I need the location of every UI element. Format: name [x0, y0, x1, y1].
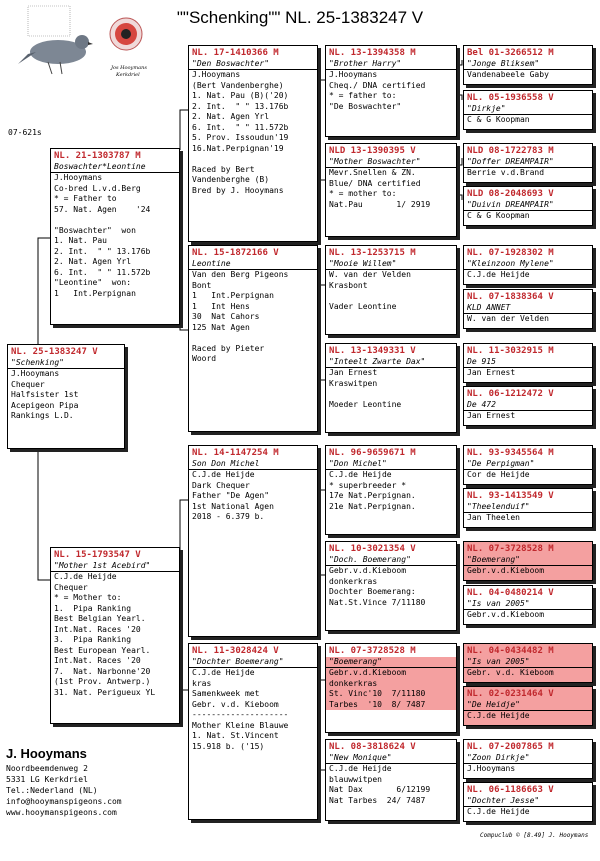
pigeon-name: "Doffer DREAMPAIR"	[464, 157, 592, 169]
info-line: C.J.de Heijde	[54, 572, 117, 581]
info-line: Dark Chequer	[192, 480, 250, 490]
info-line: (1st Prov. Antwerp.)	[54, 677, 151, 686]
ring-number: NL. 96-9659671 M	[329, 448, 416, 458]
info-line: Halfsister 1st	[11, 390, 79, 399]
info-line: Bont	[192, 280, 212, 290]
info-line: Samenkweek met	[192, 689, 260, 698]
info-line	[326, 389, 456, 400]
dam-dam-card	[188, 643, 318, 820]
info-line: Nat.Pau 1/ 2919	[329, 199, 431, 209]
info-line: * = father to:	[329, 91, 397, 100]
info-line: 1 Int Hens	[192, 301, 250, 311]
info-line: donkerkras	[326, 679, 456, 690]
ring-number: NL. 07-3728528 M	[329, 646, 416, 656]
breeder-name: J. Hooymans	[6, 746, 87, 761]
info-line: W. van der Velden	[467, 314, 549, 323]
pigeon-name: "Mooie Willem"	[326, 259, 456, 271]
ring-number: NL. 04-0480214 V	[467, 588, 554, 598]
info-line: 1 Int.Perpignan	[192, 291, 274, 300]
ring-number: NLD 08-2048693 V	[467, 189, 554, 199]
pigeon-name: "Is van 2005"	[464, 599, 592, 611]
ring-number: NL. 13-1394358 M	[329, 48, 416, 58]
info-line	[189, 333, 317, 344]
info-line: Van den Berg Pigeons	[192, 270, 289, 279]
info-line: Gebr. v.d. Kieboom	[467, 668, 554, 677]
great-grandparent-card	[325, 245, 457, 335]
info-line: J.Hooymans	[192, 70, 241, 79]
dam-card	[50, 547, 180, 724]
sire-dam-card	[188, 245, 318, 432]
info-line: Rankings L.D.	[11, 411, 74, 420]
pigeon-name: "Theelenduif"	[464, 502, 592, 514]
ancestor-card	[463, 343, 593, 383]
email-link[interactable]: info@hooymanspigeons.com	[6, 797, 122, 806]
ring-number: NL. 10-3021354 V	[329, 544, 416, 554]
info-line: 21e Nat.Perpignan.	[329, 501, 416, 511]
info-line: Gebr.v.d.Kieboom	[467, 610, 545, 619]
info-line: C.J.de Heijde	[329, 470, 392, 479]
info-line: Jan Ernest	[467, 411, 516, 420]
pigeon-name: Son Don Michel	[189, 459, 317, 471]
ring-number: NL. 02-0231464 V	[467, 689, 554, 699]
ancestor-card	[463, 445, 593, 485]
pigeon-name: Boswachter*Leontine	[51, 162, 179, 174]
info-line: Jan Ernest	[329, 368, 378, 377]
info-line: Chequer	[54, 582, 88, 592]
info-line: (Bert Vandenberghe)	[192, 80, 284, 90]
info-line: Father "De Agen"	[192, 491, 270, 500]
ring-number: NL. 93-1413549 V	[467, 491, 554, 501]
info-line: 7. Nat. Narbonne'20	[54, 666, 151, 676]
ancestor-card	[463, 488, 593, 528]
info-line: Best European Yearl.	[54, 645, 151, 655]
ring-number: NL. 11-3032915 M	[467, 346, 554, 356]
info-line: 15.918 b. ('15)	[192, 741, 265, 751]
pigeon-name: "Jonge Bliksem"	[464, 59, 592, 71]
info-line: C.J.de Heijde	[192, 668, 255, 677]
ancestor-card	[463, 45, 593, 85]
info-line: 2. Int. " " 13.176b	[192, 101, 289, 111]
pigeon-name: "Don Michel"	[326, 459, 456, 471]
pigeon-name: "Mother 1st Acebird"	[51, 561, 179, 573]
ancestor-card	[463, 541, 593, 581]
info-line: 17e Nat.Perpignan.	[329, 491, 416, 500]
info-line: Cheq./ DNA certified	[329, 80, 426, 90]
info-line: 57. Nat. Agen '24	[54, 204, 151, 214]
software-credit: Compuclub © [8.49] J. Hooymans	[480, 832, 589, 839]
ring-number: NL. 07-1838364 V	[467, 292, 554, 302]
info-line: Nat Tarbes 24/ 7487	[329, 795, 426, 805]
pigeon-name: "Is van 2005"	[464, 657, 592, 669]
info-line: 16.Nat.Perpignan'19	[192, 143, 284, 153]
info-line: 6. Int. " " 11.572b	[54, 267, 151, 277]
dam-sire-card	[188, 445, 318, 637]
info-line: Chequer	[11, 379, 45, 389]
ring-number: NL. 07-1928302 M	[467, 248, 554, 258]
ring-number: NL. 04-0434482 M	[467, 646, 554, 656]
info-line: J.Hooymans	[329, 70, 378, 79]
info-line: Raced by Pieter	[192, 343, 265, 353]
info-line: donkerkras	[329, 576, 378, 586]
info-line: C.J.de Heijde	[329, 764, 392, 773]
info-line: Blue/ DNA certified	[329, 178, 421, 188]
info-line: C.J.de Heijde	[192, 470, 255, 479]
info-line: Gebr.v.d.Kieboom	[326, 668, 456, 679]
ring-number: NL. 13-1253715 M	[329, 248, 416, 258]
pigeon-name: "Brother Harry"	[326, 59, 456, 71]
info-line: 125 Nat Agen	[192, 322, 250, 332]
info-line: 1. Nat. Pau (B)('20)	[192, 91, 289, 100]
ring-number: NL. 08-3818624 V	[329, 742, 416, 752]
info-line	[189, 154, 317, 165]
ancestor-card	[463, 386, 593, 426]
ring-number: NL. 05-1936558 V	[467, 93, 554, 103]
ancestor-card	[463, 643, 593, 683]
info-line: Gebr.v.d.Kieboom	[329, 566, 407, 575]
subject-card	[7, 344, 125, 449]
ring-number: NLD 13-1390395 V	[329, 146, 416, 156]
info-line: 1. Pipa Ranking	[54, 603, 132, 613]
info-line: Gebr.v.d.Kieboom	[467, 566, 545, 575]
pigeon-name: "Dochter Boemerang"	[189, 657, 317, 669]
info-line: Cor de Heijde	[467, 470, 530, 479]
pigeon-name: "Duivin DREAMPAIR"	[464, 200, 592, 212]
ring-number: NLD 08-1722783 M	[467, 146, 554, 156]
pigeon-name: "De Perpigman"	[464, 459, 592, 471]
info-line: Best Belgian Yearl.	[54, 614, 146, 623]
info-line: W. van der Velden	[329, 270, 411, 279]
ring-number: NL. 07-3728528 M	[467, 544, 554, 554]
ancestor-card	[463, 143, 593, 183]
info-line: C.J.de Heijde	[467, 711, 530, 720]
info-line: Mother Kleine Blauwe	[192, 720, 289, 730]
info-line: Co-bred L.v.d.Berg	[54, 183, 141, 193]
pigeon-name: "De Heidje"	[464, 700, 592, 712]
ring-number: Bel 01-3266512 M	[467, 48, 554, 58]
info-line: "Leontine" won:	[54, 278, 132, 287]
info-line: 1st National Agen	[192, 501, 274, 511]
info-line: Mevr.Snellen & ZN.	[329, 168, 416, 177]
info-line: Jan Theelen	[467, 513, 520, 522]
ring-number: NL. 07-2007865 M	[467, 742, 554, 752]
ring-number: NL. 11-3028424 V	[192, 646, 279, 656]
info-line: Kraswitpen	[329, 378, 378, 388]
info-line: 3. Pipa Ranking	[54, 635, 132, 644]
info-line: * superbreeder *	[329, 480, 407, 490]
ancestor-card	[463, 782, 593, 822]
svg-text:Kerkdriel: Kerkdriel	[116, 72, 140, 78]
info-line: C & G Koopman	[467, 211, 530, 220]
address-line: 5331 LG Kerkdriel	[6, 775, 88, 784]
breeder-contact	[6, 745, 122, 818]
info-line: 2. Int. " " 13.176b	[54, 246, 151, 256]
info-line: Vandenabeele Gaby	[467, 70, 549, 79]
pigeon-name: "Inteelt Zwarte Dax"	[326, 357, 456, 369]
pigeon-name: "Dochter Jesse"	[464, 796, 592, 808]
great-grandparent-card	[325, 739, 457, 821]
pigeon-name: "Schenking"	[8, 358, 124, 370]
info-line: 2. Nat. Agen Yrl	[54, 257, 132, 266]
info-line: C & G Koopman	[467, 115, 530, 124]
phone-line: Tel.:Nederland (NL)	[6, 786, 98, 795]
great-grandparent-card	[325, 541, 457, 631]
ancestor-card	[463, 289, 593, 329]
ring-number: NL. 93-9345564 M	[467, 448, 554, 458]
info-line: C.J.de Heijde	[467, 807, 530, 816]
info-line: 31. Nat. Perigueux YL	[54, 687, 156, 697]
info-line: Tarbes '10 8/ 7487	[326, 700, 456, 711]
ring-number: NL. 06-1186663 V	[467, 785, 554, 795]
pigeon-name: Leontine	[189, 259, 317, 271]
info-line: Vandenberghe (B)	[192, 175, 270, 184]
pigeon-name: "Doch. Boemerang"	[326, 555, 456, 567]
address-line: Noordbeemdenweg 2	[6, 764, 88, 773]
ring-number: NL. 06-1212472 V	[467, 389, 554, 399]
info-line: J.Hooymans	[54, 173, 103, 182]
info-line: Jan Ernest	[467, 368, 516, 377]
info-line: Nat.St.Vince 7/11180	[329, 597, 426, 607]
pigeon-name: De 472	[464, 400, 592, 412]
pigeon-name: "Kleinzoon Mylene"	[464, 259, 592, 271]
info-line: * = Mother to:	[54, 593, 122, 602]
pigeon-name: "Zoon Dirkje"	[464, 753, 592, 765]
info-line: blauwwitpen	[329, 774, 382, 784]
info-line: Moeder Leontine	[329, 399, 402, 409]
ancestor-card	[463, 90, 593, 130]
info-line: Krasbont	[329, 280, 368, 290]
ring-number: NL. 15-1793547 V	[54, 550, 141, 560]
info-line: Gebr. v.d. Kieboom	[192, 699, 279, 709]
info-line: Berrie v.d.Brand	[467, 168, 545, 177]
info-line: 1 Int.Perpignan	[54, 288, 136, 298]
info-line: 2. Nat. Agen Yrl	[192, 112, 270, 121]
pigeon-name: "Mother Boswachter"	[326, 157, 456, 169]
info-line	[326, 291, 456, 302]
info-line: 2018 - 6.379 b.	[192, 512, 265, 521]
pigeon-name: De 915	[464, 357, 592, 369]
info-line: Dochter Boemerang:	[329, 587, 416, 596]
ring-number: NL. 13-1349331 V	[329, 346, 416, 356]
info-line: 30 Nat Cahors	[192, 312, 260, 321]
info-line	[51, 215, 179, 226]
info-line: "De Boswachter"	[329, 101, 402, 111]
ancestor-card	[463, 186, 593, 226]
info-line: Nat Dax 6/12199	[329, 785, 431, 794]
info-line: Vader Leontine	[329, 301, 397, 311]
info-line: kras	[192, 678, 212, 688]
pigeon-name: "New Monique"	[326, 753, 456, 765]
info-line: Int.Nat. Races '20	[54, 656, 141, 665]
info-line: C.J.de Heijde	[467, 270, 530, 279]
info-line: 5. Prov. Issoudun'19	[192, 133, 289, 142]
info-line: Acepigeon Pipa	[11, 400, 79, 410]
svg-text:Jos Hooymans: Jos Hooymans	[111, 65, 147, 71]
ancestor-card	[463, 585, 593, 625]
info-line: Int.Nat. Races '20	[54, 624, 141, 634]
great-grandparent-card	[325, 45, 457, 137]
ring-number: NL. 17-1410366 M	[192, 48, 279, 58]
great-grandparent-card	[325, 343, 457, 433]
great-grandparent-card	[325, 643, 457, 733]
website-link[interactable]: www.hooymanspigeons.com	[6, 808, 117, 817]
info-line: J.Hooymans	[467, 764, 516, 773]
ancestor-card	[463, 245, 593, 285]
info-line: Raced by Bert	[192, 164, 255, 174]
pigeon-name: KLD ANNET	[464, 303, 592, 315]
pigeon-name: "Den Boswachter"	[189, 59, 317, 71]
info-line: Bred by J. Hooymans	[192, 185, 284, 195]
info-line: 1. Nat. Pau	[54, 236, 107, 245]
info-line: * = Father to	[54, 194, 117, 203]
sire-card	[50, 148, 180, 325]
great-grandparent-card	[325, 143, 457, 237]
info-line: J.Hooymans	[11, 369, 60, 378]
sire-sire-card	[188, 45, 318, 242]
ancestor-card	[463, 739, 593, 779]
reference-code: 07-621s	[8, 128, 42, 137]
info-line: 1. Nat. St.Vincent	[192, 731, 279, 740]
info-line: --------------------	[192, 710, 289, 719]
info-line: St. Vinc'10 7/11180	[326, 689, 456, 700]
pigeon-name: "Dirkje"	[464, 104, 592, 116]
pedigree-title: ""Schenking"" NL. 25-1383247 V	[176, 8, 424, 27]
ring-number: NL. 25-1383247 V	[11, 347, 98, 357]
ring-number: NL. 14-1147254 M	[192, 448, 279, 458]
info-line: Woord	[192, 354, 217, 363]
info-line: "Boswachter" won	[54, 225, 136, 235]
info-line: 6. Int. " " 11.572b	[192, 122, 289, 132]
great-grandparent-card	[325, 445, 457, 535]
ring-number: NL. 21-1303787 M	[54, 151, 141, 161]
pigeon-name: "Boemerang"	[464, 555, 592, 567]
ring-number: NL. 15-1872166 V	[192, 248, 279, 258]
info-line: * = mother to:	[329, 189, 397, 198]
pigeon-name: "Boemerang"	[326, 657, 456, 669]
ancestor-card	[463, 686, 593, 726]
